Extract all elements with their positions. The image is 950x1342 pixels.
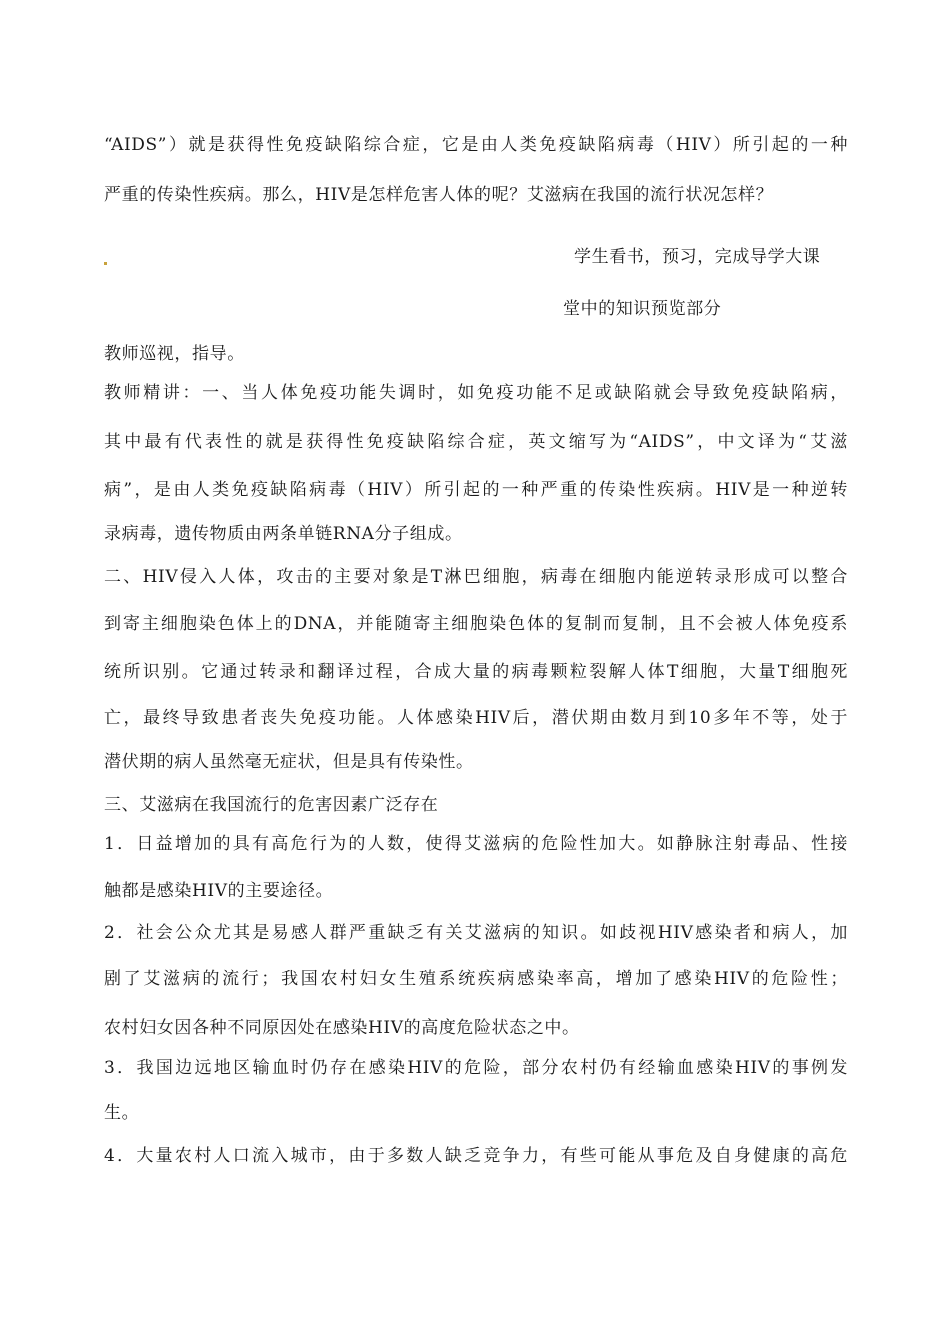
explanation-line-1: 教师精讲：一、当人体免疫功能失调时，如免疫功能不足或缺陷就会导致免疫缺陷病， xyxy=(104,383,848,403)
explanation-line-2: 其中最有代表性的就是获得性免疫缺陷综合症，英文缩写为“AIDS”，中文译为“艾滋 xyxy=(104,432,848,452)
section2-line-4: 亡，最终导致患者丧失免疫功能。人体感染HIV后，潜伏期由数月到10多年不等，处于 xyxy=(104,708,848,728)
teacher-patrol: 教师巡视，指导。 xyxy=(104,344,245,364)
section3-item3-line-2: 生。 xyxy=(104,1103,140,1123)
section3-heading: 三、艾滋病在我国流行的危害因素广泛存在 xyxy=(104,795,439,815)
section3-item1-line-1: 1．日益增加的具有高危行为的人数，使得艾滋病的危险性加大。如静脉注射毒品、性接 xyxy=(104,834,848,854)
section3-item2-line-3: 农村妇女因各种不同原因处在感染HIV的高度危险状态之中。 xyxy=(104,1018,580,1038)
section3-item1-line-2: 触都是感染HIV的主要途径。 xyxy=(104,881,334,901)
section3-item2-line-2: 剧了艾滋病的流行；我国农村妇女生殖系统疾病感染率高，增加了感染HIV的危险性； xyxy=(104,969,848,989)
intro-line-1: “AIDS”）就是获得性免疫缺陷综合症，它是由人类免疫缺陷病毒（HIV）所引起的一种 xyxy=(104,135,848,155)
section2-line-1: 二、HIV侵入人体，攻击的主要对象是T淋巴细胞，病毒在细胞内能逆转录形成可以整合 xyxy=(104,567,848,587)
section2-line-3: 统所识别。它通过转录和翻译过程，合成大量的病毒颗粒裂解人体T细胞，大量T细胞死 xyxy=(104,662,848,682)
section3-item4-line-1: 4．大量农村人口流入城市，由于多数人缺乏竞争力，有些可能从事危及自身健康的高危 xyxy=(104,1146,848,1166)
section2-line-5: 潜伏期的病人虽然毫无症状，但是具有传染性。 xyxy=(104,752,474,772)
section2-line-2: 到寄主细胞染色体上的DNA，并能随寄主细胞染色体的复制而复制，且不会被人体免疫系 xyxy=(104,614,848,634)
student-activity-line-1: 学生看书，预习，完成导学大课 xyxy=(574,247,821,267)
decorative-dot xyxy=(104,262,107,265)
explanation-line-4: 录病毒，遗传物质由两条单链RNA分子组成。 xyxy=(104,524,463,544)
section3-item2-line-1: 2．社会公众尤其是易感人群严重缺乏有关艾滋病的知识。如歧视HIV感染者和病人，加 xyxy=(104,923,848,943)
explanation-line-3: 病”，是由人类免疫缺陷病毒（HIV）所引起的一种严重的传染性疾病。HIV是一种逆转 xyxy=(104,480,848,500)
student-activity-line-2: 堂中的知识预览部分 xyxy=(563,299,722,319)
intro-line-2: 严重的传染性疾病。那么，HIV是怎样危害人体的呢？艾滋病在我国的流行状况怎样？ xyxy=(104,185,774,205)
section3-item3-line-1: 3．我国边远地区输血时仍存在感染HIV的危险，部分农村仍有经输血感染HIV的事例发 xyxy=(104,1058,848,1078)
